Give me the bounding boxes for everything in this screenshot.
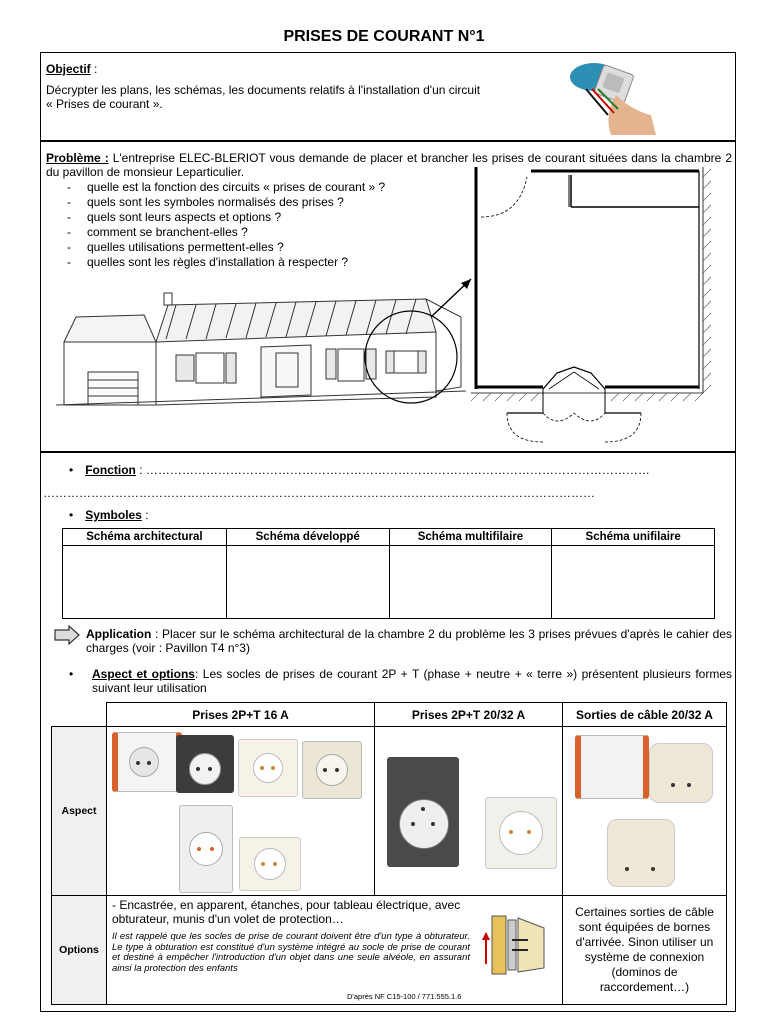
page-title: PRISES DE COURANT N°1 — [283, 28, 485, 45]
aspect-cell-20-32a — [375, 727, 563, 896]
options-cell-prises — [107, 896, 563, 1005]
options-source: D'après NF C15-100 / 771.555.1.6 — [347, 992, 462, 1001]
objectif-section: Objectif : Décrypter les plans, les schémas, les documents relatifs à l'installation d'un circuit « Prises de courant ». — [40, 52, 736, 141]
objectif-text: Décrypter les plans, les schémas, les documents relatifs à l'installation d'un circuit « Prises de courant ». — [46, 83, 481, 111]
table-header: Sorties de câble 20/32 A — [563, 703, 727, 727]
aspect-cell-16a — [107, 727, 375, 896]
list-item: - quelles sont les règles d'installation à respecter ? — [41, 255, 471, 270]
objectif-label: Objectif — [46, 62, 91, 76]
cable-outlet-photo — [607, 819, 675, 887]
symbol-cell[interactable] — [389, 546, 552, 619]
cable-outlet-photo — [575, 735, 649, 799]
table-header: Schéma multifilaire — [389, 529, 552, 546]
table-header: Schéma architectural — [63, 529, 227, 546]
shutter-mechanism-icon — [482, 910, 552, 980]
list-item: - quelle est la fonction des circuits « prises de courant » ? — [41, 180, 471, 195]
list-item: - quelles utilisations permettent-elles ? — [41, 240, 471, 255]
aspect-options-label: Aspect et options — [92, 667, 195, 681]
symbol-cell[interactable] — [226, 546, 389, 619]
options-note: Il est rappelé que les socles de prise de courant doivent être d'un type à obturateur. Le type à obturation est constitué d'un système intégré au socle de prise de courant et destiné à empêcher l'introduction d'un objet dans une seule alvéole, en assurant ainsi la protection des enfants — [112, 931, 470, 974]
probleme-label: Problème : — [46, 151, 109, 165]
probleme-section — [40, 141, 736, 452]
lower-section: • Fonction : ……………………………………………………………………………………………………………… ………………………………………………………………………………………………………………………… • Symboles : Schéma architectural Schéma développé Schéma multifilaire Schéma unifilaire Application : Placer sur le schéma architectural de la chambre 2 du problème les 3 prises prévues d'après le cahier des charges (voir : Pavillon T4 n°3) • Aspect et options: Les socles de prises de courant 2P + T (phase + neutre + « terre ») présentent plusieurs formes suivant leur utilisation Prises 2P+T 16 A Prises 2P+T 20/32 A Sorties de câble 20/32 A Aspect Options - Encastrée, en apparent, étanches, pour tableau électrique, avec obturateur, munis d'un volet de protection… Il est rappelé que les socles de prise de courant doivent être d'un type à obturateur. Le type à obturation est constitué d'un système intégré au socle de prise de courant et destiné à empêcher l'introduction d'un objet dans une seule alvéole, en assurant ainsi la protection des enfants D'après NF C15-100 / 771.555.1.6 Certaines sorties de câble sont équipées de bornes d'arrivée. Sinon utiliser un système de connexion (dominos de raccordement…) — [40, 452, 736, 1012]
symbol-cell[interactable] — [552, 546, 715, 619]
zoom-callout — [361, 267, 481, 407]
fonction-label: Fonction — [85, 463, 136, 477]
probleme-text: Problème : L'entreprise ELEC-BLERIOT vous demande de placer et brancher les prises de courant situées dans la chambre 2 du pavillon de monsieur Leparticulier. — [46, 151, 733, 179]
list-item: - quels sont leurs aspects et options ? — [41, 210, 471, 225]
table-header: Schéma développé — [226, 529, 389, 546]
symboles-line: • Symboles : — [69, 508, 149, 522]
symboles-label: Symboles — [85, 508, 142, 522]
arrow-icon — [54, 625, 80, 645]
aspect-options-text: Aspect et options: Les socles de prises de courant 2P + T (phase + neutre + « terre ») présentent plusieurs formes suivant leur utilisation — [92, 667, 732, 695]
symboles-table — [62, 528, 715, 619]
application-text: Application : Placer sur le schéma architectural de la chambre 2 du problème les 3 prises prévues d'après le cahier des charges (voir : Pavillon T4 n°3) — [86, 627, 732, 655]
list-item: - quels sont les symboles normalisés des prises ? — [41, 195, 471, 210]
symbol-cell[interactable] — [63, 546, 227, 619]
row-label-options: Options — [52, 896, 107, 1005]
options-main: - Encastrée, en apparent, étanches, pour tableau électrique, avec obturateur, munis d'un volet de protection… — [112, 898, 461, 926]
room-floor-plan — [471, 167, 733, 447]
table-header: Schéma unifilaire — [552, 529, 715, 546]
probleme-questions — [41, 180, 471, 270]
table-header: Prises 2P+T 20/32 A — [375, 703, 563, 727]
fonction-line: • Fonction : ……………………………………………………………………………………………………………… — [69, 463, 650, 477]
fonction-dots: ……………………………………………………………………………………………………………… — [145, 463, 650, 477]
outlet-installation-photo — [556, 55, 666, 137]
row-label-aspect: Aspect — [52, 727, 107, 896]
fonction-dots-line2: ………………………………………………………………………………………………………………………… — [43, 486, 595, 500]
application-label: Application — [86, 627, 152, 641]
list-item: - comment se branchent-elles ? — [41, 225, 471, 240]
options-cell-cable: Certaines sorties de câble sont équipées de bornes d'arrivée. Sinon utiliser un système de connexion (dominos de raccordement…) — [563, 896, 727, 1005]
table-header: Prises 2P+T 16 A — [107, 703, 375, 727]
aspect-cell-cable — [563, 727, 727, 896]
aspect-table — [51, 702, 727, 1005]
cable-outlet-photo — [649, 743, 713, 803]
